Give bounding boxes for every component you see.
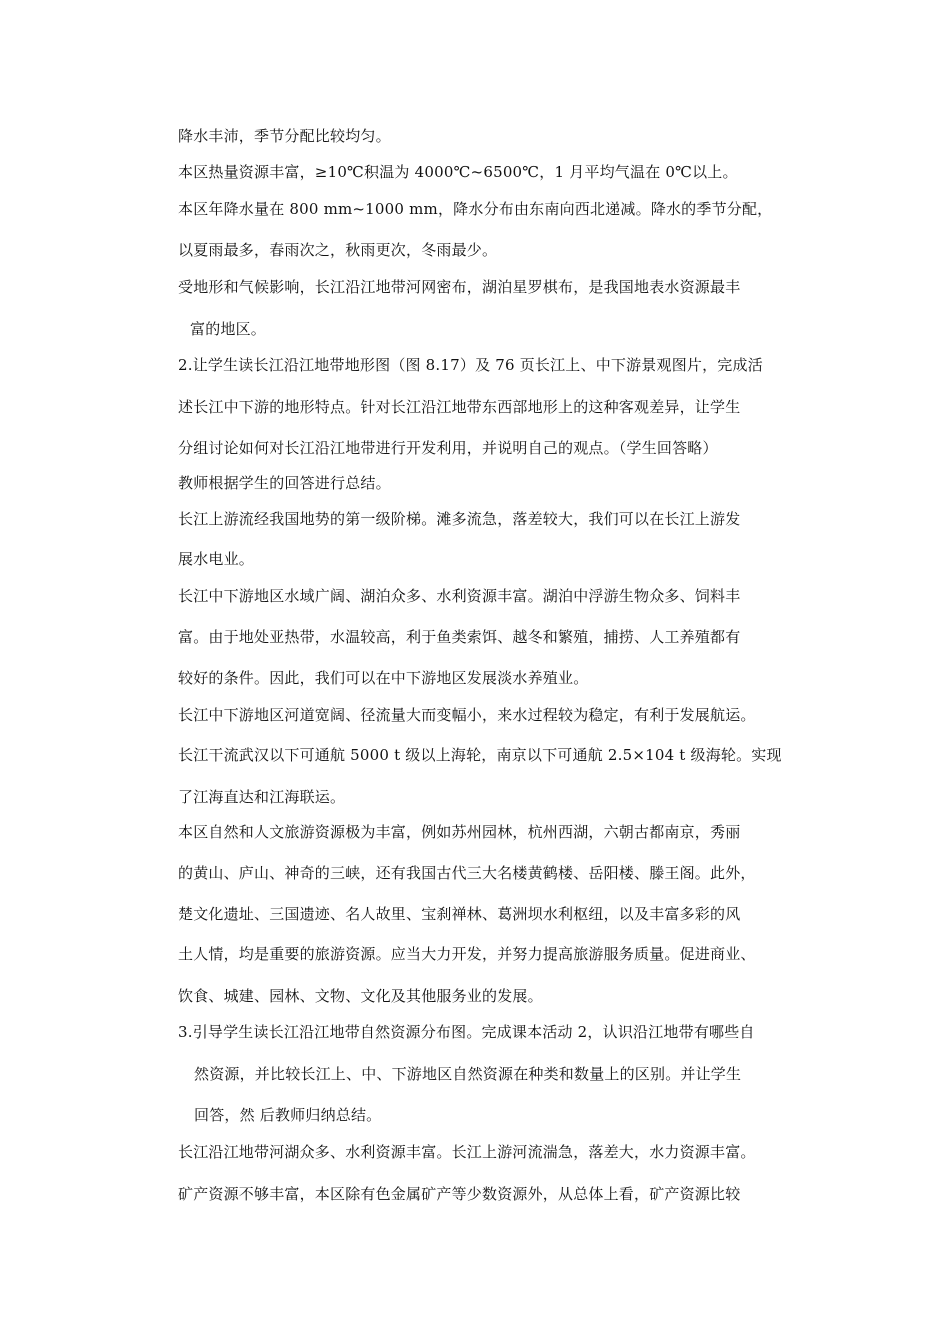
text-line: 3.引导学生读长江沿江地带自然资源分布图。完成课本活动 2，认识沿江地带有哪些自 xyxy=(178,1023,755,1041)
text-line: 长江中下游地区水域广阔、湖泊众多、水利资源丰富。湖泊中浮游生物众多、饲料丰 xyxy=(178,587,741,605)
text-line: 富的地区。 xyxy=(190,320,267,338)
text-line: 了江海直达和江海联运。 xyxy=(178,788,346,806)
text-line: 长江干流武汉以下可通航 5000 t 级以上海轮，南京以下可通航 2.5×104 t 级海轮。实现 xyxy=(178,746,782,764)
text-line: 回答，然 后教师归纳总结。 xyxy=(194,1106,382,1124)
text-line: 饮食、城建、园林、文物、文化及其他服务业的发展。 xyxy=(178,987,543,1005)
text-line: 降水丰沛，季节分配比较均匀。 xyxy=(178,127,391,145)
text-line: 本区自然和人文旅游资源极为丰富，例如苏州园林，杭州西湖，六朝古都南京，秀丽 xyxy=(178,823,741,841)
text-line: 富。由于地处亚热带，水温较高，利于鱼类索饵、越冬和繁殖，捕捞、人工养殖都有 xyxy=(178,628,741,646)
text-line: 本区热量资源丰富，≥10℃积温为 4000℃~6500℃，1 月平均气温在 0℃以上。 xyxy=(178,163,738,181)
text-line: 长江沿江地带河湖众多、水利资源丰富。长江上游河流湍急，落差大，水力资源丰富。 xyxy=(178,1143,756,1161)
text-line: 分组讨论如何对长江沿江地带进行开发利用，并说明自己的观点。（学生回答略） xyxy=(178,439,718,457)
text-line: 2.让学生读长江沿江地带地形图（图 8.17）及 76 页长江上、中下游景观图片，完成活 xyxy=(178,356,763,374)
text-line: 较好的条件。因此，我们可以在中下游地区发展淡水养殖业。 xyxy=(178,669,589,687)
text-line: 的黄山、庐山、神奇的三峡，还有我国古代三大名楼黄鹤楼、岳阳楼、滕王阁。此外， xyxy=(178,864,756,882)
text-line: 本区年降水量在 800 mm~1000 mm，降水分布由东南向西北递减。降水的季节分配， xyxy=(178,200,773,218)
text-line: 述长江中下游的地形特点。针对长江沿江地带东西部地形上的这种客观差异，让学生 xyxy=(178,398,741,416)
text-line: 土人情，均是重要的旅游资源。应当大力开发，并努力提高旅游服务质量。促进商业、 xyxy=(178,945,756,963)
text-line: 以夏雨最多，春雨次之，秋雨更次，冬雨最少。 xyxy=(178,241,498,259)
text-line: 教师根据学生的回答进行总结。 xyxy=(178,474,391,492)
text-line: 长江上游流经我国地势的第一级阶梯。滩多流急，落差较大，我们可以在长江上游发 xyxy=(178,510,741,528)
text-line: 然资源，并比较长江上、中、下游地区自然资源在种类和数量上的区别。并让学生 xyxy=(194,1065,742,1083)
text-line: 长江中下游地区河道宽阔、径流量大而变幅小，来水过程较为稳定，有利于发展航运。 xyxy=(178,706,756,724)
text-line: 楚文化遗址、三国遗迹、名人故里、宝刹禅林、葛洲坝水利枢纽，以及丰富多彩的风 xyxy=(178,905,741,923)
text-line: 矿产资源不够丰富，本区除有色金属矿产等少数资源外，从总体上看，矿产资源比较 xyxy=(178,1185,741,1203)
text-line: 受地形和气候影响，长江沿江地带河网密布，湖泊星罗棋布，是我国地表水资源最丰 xyxy=(178,278,741,296)
text-line: 展水电业。 xyxy=(178,550,255,568)
